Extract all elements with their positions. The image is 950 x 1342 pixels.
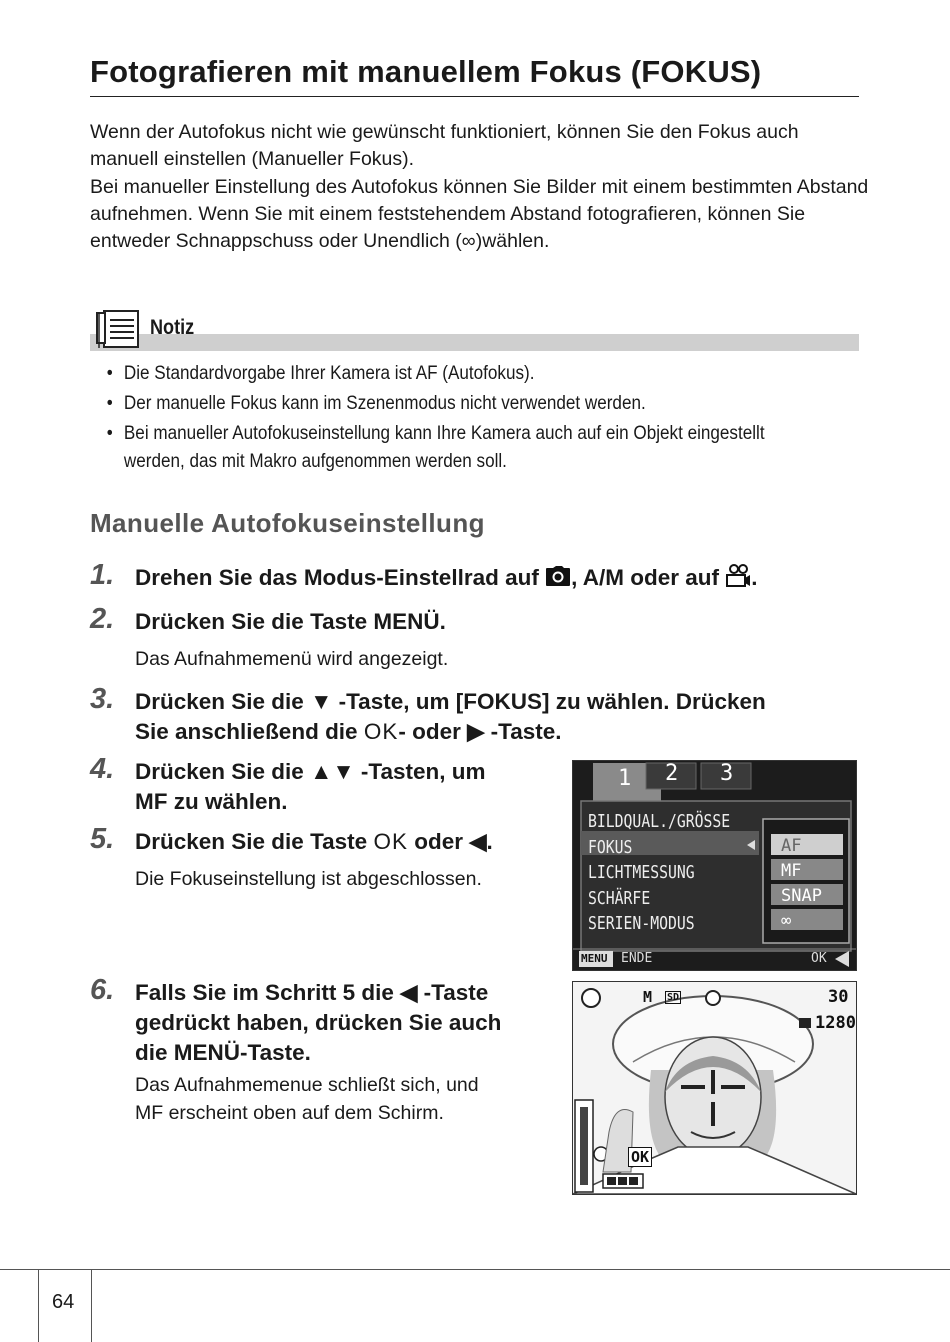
list-item: • Der manuelle Fokus kann im Szenenmodus nicht verwendet werden.	[106, 393, 646, 414]
step-6-note: Das Aufnahmemenue schließt sich, und MF erscheint oben auf dem Schirm.	[135, 1074, 479, 1124]
note-pad-icon	[94, 308, 142, 350]
footer-divider	[91, 1270, 92, 1342]
step-5-text: Drücken Sie die Taste OK oder ◀.	[135, 829, 493, 854]
option-infinity: ∞	[781, 911, 792, 931]
menu-footer-ok: OK	[811, 951, 827, 966]
note-label: Notiz	[150, 316, 195, 339]
down-arrow-icon: ▼	[310, 689, 333, 714]
right-arrow-icon: ▶	[467, 719, 485, 744]
step-number: 4.	[90, 753, 115, 785]
menu-item: SCHÄRFE	[588, 887, 651, 909]
up-down-arrows-icon: ▲▼	[310, 759, 355, 784]
step-2-text: Drücken Sie die Taste MENÜ.	[135, 609, 446, 634]
menu-footer-end: ENDE	[621, 951, 653, 966]
list-item: • Bei manueller Autofokuseinstellung kann Ihre Kamera auch auf ein Objekt eingestellt werden, das mit Makro aufgenommen werden soll.	[106, 423, 765, 472]
list-item: • Die Standardvorgabe Ihrer Kamera ist AF (Autofokus).	[106, 363, 535, 384]
intro-text	[90, 119, 870, 255]
step-4-text: Drücken Sie die ▲▼ -Tasten, um MF zu wählen.	[135, 759, 486, 814]
step-3-text: Drücken Sie die ▼ -Taste, um [FOKUS] zu wählen. Drücken Sie anschließend die OK- oder ▶ -Taste.	[135, 689, 766, 744]
page-number: 64	[52, 1291, 75, 1313]
step-number: 2.	[90, 603, 115, 635]
menu-item: LICHTMESSUNG	[588, 862, 695, 883]
camera-mode-icon	[545, 565, 571, 587]
movie-mode-icon	[725, 564, 751, 588]
menu-item: BILDQUAL./GRÖSSE	[588, 811, 731, 832]
title-underline	[90, 96, 859, 97]
menu-tab-1: 1	[618, 766, 632, 791]
intro-paragraph-1: Wenn der Autofokus nicht wie gewünscht funktioniert, können Sie den Fokus auch manuell einstellen (Manueller Fokus).	[90, 121, 799, 171]
ok-badge: OK	[628, 1147, 652, 1167]
step-number: 3.	[90, 683, 115, 715]
focus-options	[781, 834, 822, 934]
sd-card-icon: SD	[667, 992, 680, 1003]
page-title: Fotografieren mit manuellem Fokus (FOKUS)	[90, 54, 762, 89]
note-header-bar	[90, 334, 859, 351]
option-mf: MF	[781, 861, 802, 881]
step-1-text: Drehen Sie das Modus-Einstellrad auf , A/M oder auf .	[135, 565, 758, 590]
left-arrow-icon: ◀	[469, 829, 487, 854]
shots-remaining-value: 30	[828, 987, 849, 1007]
step-number: 1.	[90, 559, 115, 591]
menu-tab-3: 3	[720, 761, 734, 786]
note-list	[105, 360, 865, 478]
menu-item: SERIEN-MODUS	[588, 913, 695, 934]
camera-menu-items	[588, 809, 760, 937]
footer-divider	[38, 1270, 39, 1342]
option-snap: SNAP	[781, 886, 822, 906]
step-2-note: Das Aufnahmemenü wird angezeigt.	[135, 648, 449, 670]
ok-button-icon: OK	[363, 719, 399, 744]
step-number: 6.	[90, 974, 115, 1006]
menu-key-label: MENU	[581, 952, 608, 965]
option-af: AF	[781, 836, 802, 856]
menu-tab-2: 2	[665, 761, 679, 786]
step-number: 5.	[90, 823, 115, 855]
image-size-value: 1280	[815, 1013, 856, 1033]
ok-button-icon: OK	[373, 829, 408, 854]
manual-focus-indicator: M	[643, 988, 653, 1006]
camera-menu-screenshot	[572, 760, 857, 971]
menu-item: FOKUS	[588, 836, 633, 858]
step-6-text: Falls Sie im Schritt 5 die ◀ -Taste gedrückt haben, drücken Sie auch die MENÜ-Taste.	[135, 980, 502, 1065]
section-heading: Manuelle Autofokuseinstellung	[90, 508, 485, 538]
portrait-preview-graphic	[573, 982, 856, 1194]
camera-preview-screenshot	[572, 981, 857, 1195]
footer-rule	[0, 1269, 950, 1270]
step-5-note: Die Fokuseinstellung ist abgeschlossen.	[135, 868, 482, 890]
intro-paragraph-2: Bei manueller Einstellung des Autofokus können Sie Bilder mit einem bestimmten Abstand aufnehmen. Wenn Sie mit einem feststehendem Abstand fotografieren, können Sie entweder Schnappschuss oder Unendlich (∞)wählen.	[90, 175, 869, 253]
